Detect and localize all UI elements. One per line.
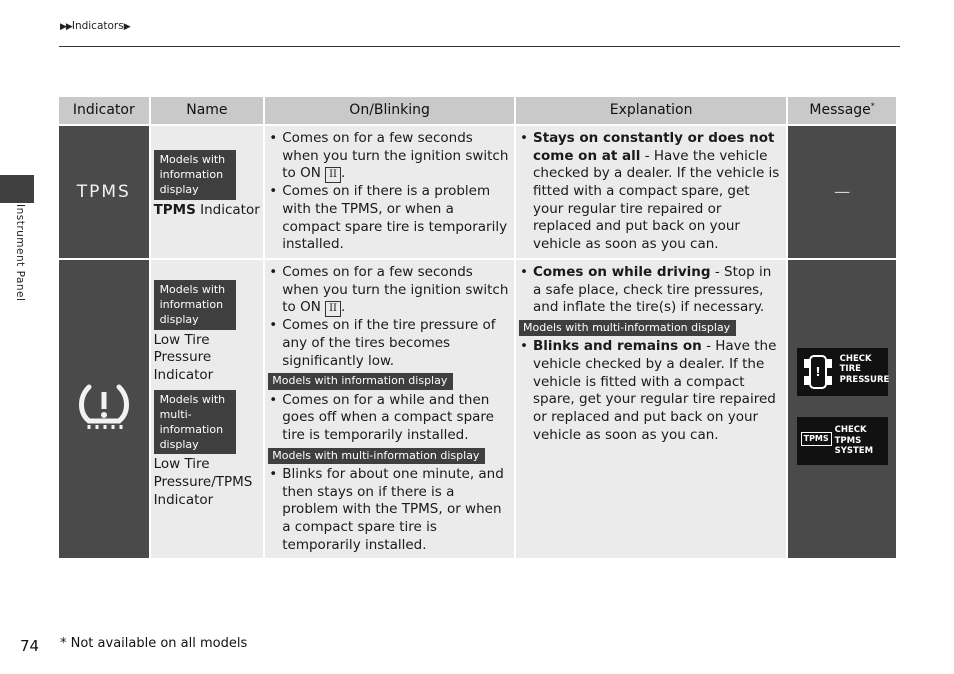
list-item: • Stays on constantly or does not come on at all - Have the vehicle checked by a dealer. If the vehicle is fitted with a compact spare, get your regular tire repaired or replaced and put back on your vehicle as soon as you can. (519, 130, 783, 254)
name-bold: TPMS (153, 201, 196, 218)
name-text: Low Tire Pressure/TPMS Indicator (153, 456, 253, 508)
header-message-label: Message (809, 102, 871, 119)
breadcrumb-label: Indicators (71, 20, 124, 32)
header-on-blinking: On/Blinking (265, 97, 514, 124)
no-message-dash: — (834, 181, 851, 201)
header-name: Name (151, 97, 264, 124)
ignition-switch-icon: II (325, 301, 341, 317)
car-tires-icon (801, 351, 835, 393)
indicator-cell (59, 260, 149, 558)
indicator-cell (59, 126, 149, 258)
list-item: • Comes on while driving - Stop in a safe place, check tire pressures, and inflate the tire(s) if necessary. (519, 264, 783, 317)
page-number: 74 (20, 637, 40, 655)
header-indicator: Indicator (59, 97, 149, 124)
name-text: Low Tire Pressure Indicator (153, 331, 214, 383)
list-item: • Comes on for a few seconds when you turn the ignition switch to ON II . (268, 264, 511, 317)
name-text: Indicator (195, 201, 260, 218)
table-row (59, 260, 896, 558)
explanation-cell (516, 126, 786, 258)
ignition-switch-icon: II (325, 167, 341, 183)
on-blinking-cell (265, 126, 514, 258)
header-explanation: Explanation (516, 97, 786, 124)
header-divider (59, 46, 900, 47)
list-item: • Comes on for a while and then goes off when a compact spare tire is temporarily installed. (268, 392, 511, 445)
header-message (788, 97, 896, 124)
footnote: * Not available on all models (60, 636, 248, 651)
list-item: • Blinks and remains on - Have the vehicle checked by a dealer. If the vehicle is fitted with a compact spare, get your regular tire repaired or replaced and put back on your vehicle as soon as you can. (519, 338, 783, 444)
message-cell (788, 260, 896, 558)
tpms-badge-icon: TPMS (801, 432, 832, 446)
model-tag: Models with multi-information display (519, 320, 736, 336)
section-side-label: Instrument Panel (14, 204, 26, 302)
indicator-table (57, 95, 898, 560)
name-cell (151, 260, 264, 558)
footnote-marker: * (870, 101, 875, 111)
low-tire-pressure-icon (77, 381, 131, 431)
section-tab-marker (0, 175, 34, 203)
table-row (59, 126, 896, 258)
message-text: CHECK TIRE PRESSURE (839, 353, 890, 385)
name-cell (151, 126, 264, 258)
on-blinking-cell (265, 260, 514, 558)
breadcrumb[interactable] (60, 20, 130, 32)
explanation-cell (516, 260, 786, 558)
check-tire-pressure-message (797, 348, 888, 396)
tpms-indicator-icon: TPMS (76, 181, 131, 202)
model-tag: Models with information display (154, 280, 236, 330)
message-text: CHECK TPMS SYSTEM (834, 425, 874, 457)
svg-text:!: ! (814, 364, 821, 379)
message-cell (788, 126, 896, 258)
table-header-row (59, 97, 896, 124)
model-tag: Models with multi-information display (154, 390, 236, 455)
list-item: • Comes on if the tire pressure of any of the tires becomes significantly low. (268, 317, 511, 370)
list-item: • Blinks for about one minute, and then stays on if there is a problem with the TPMS, or when a compact spare tire is temporarily installed. (268, 466, 511, 554)
list-item: • Comes on if there is a problem with the TPMS, or when a compact spare tire is temporarily installed. (268, 183, 511, 254)
check-tpms-system-message (797, 417, 888, 465)
model-tag: Models with multi-information display (268, 448, 485, 464)
model-tag: Models with information display (154, 150, 236, 200)
list-item: • Comes on for a few seconds when you turn the ignition switch to ON II . (268, 130, 511, 183)
model-tag: Models with information display (268, 373, 453, 389)
arrow-icon: ▶ (123, 22, 130, 32)
double-arrow-icon: ▶▶ (60, 22, 72, 32)
